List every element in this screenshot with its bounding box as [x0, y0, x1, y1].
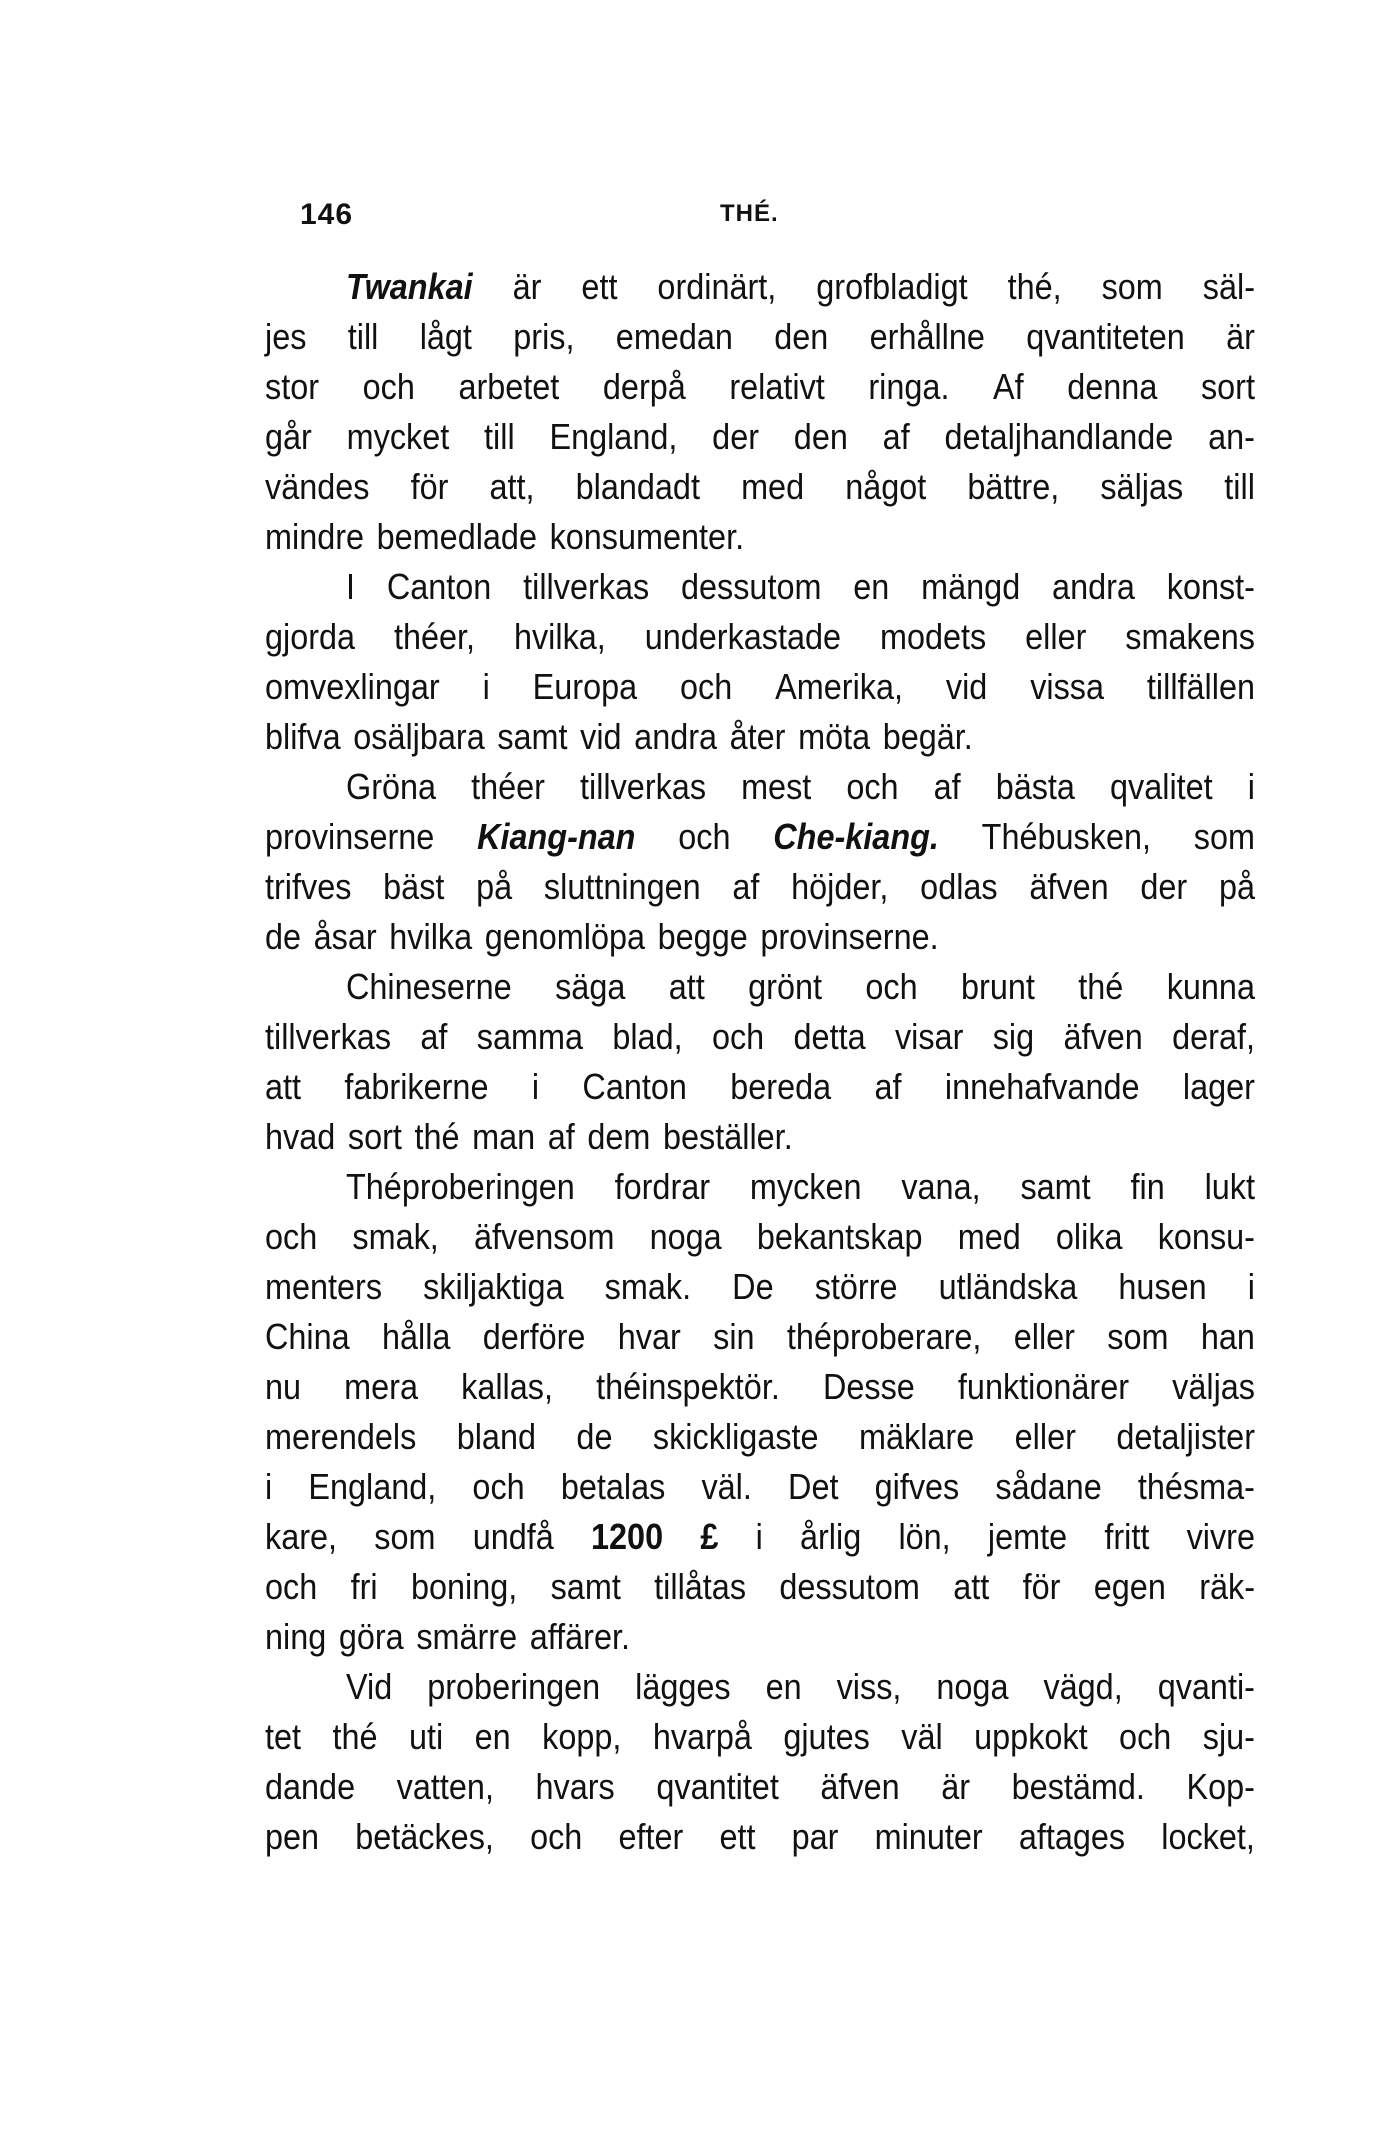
text-line: gjorda théer, hvilka, underkastade modets eller smakens — [265, 616, 1255, 657]
text-line: stor och arbetet derpå relativt ringa. Af denna sort — [265, 366, 1255, 407]
text-line: tillverkas af samma blad, och detta visar sig äfven deraf, — [265, 1016, 1255, 1057]
text-line: China hålla derföre hvar sin théproberare, eller som han — [265, 1316, 1255, 1357]
text-line: de åsar hvilka genomlöpa begge provinserne. — [265, 916, 939, 957]
text-line: provinserne Kiang-nan och Che-kiang. Thébusken, som — [265, 816, 1255, 857]
text-line: hvad sort thé man af dem beställer. — [265, 1116, 793, 1157]
text-line: mindre bemedlade konsumenter. — [265, 516, 745, 557]
text-line: tet thé uti en kopp, hvarpå gjutes väl uppkokt och sju- — [265, 1716, 1255, 1757]
text-line: kare, som undfå 1200 £ i årlig lön, jemte fritt vivre — [265, 1516, 1255, 1557]
text-line: att fabrikerne i Canton bereda af innehafvande lager — [265, 1066, 1255, 1107]
text-line: Gröna théer tillverkas mest och af bästa qvalitet i — [346, 766, 1255, 807]
page-number: 146 — [300, 198, 354, 231]
text-line: nu mera kallas, théinspektör. Desse funktionärer väljas — [265, 1366, 1255, 1407]
text-line: jes till lågt pris, emedan den erhållne qvantiteten är — [265, 316, 1255, 357]
text-line: omvexlingar i Europa och Amerika, vid vissa tillfällen — [265, 666, 1255, 707]
text-line: blifva osäljbara samt vid andra åter möta begär. — [265, 716, 973, 757]
body-text — [265, 262, 1255, 1862]
text-line: menters skiljaktiga smak. De större utländska husen i — [265, 1266, 1255, 1307]
text-line: ning göra smärre affärer. — [265, 1616, 631, 1657]
text-line: trifves bäst på sluttningen af höjder, odlas äfven der på — [265, 866, 1255, 907]
text-line: I Canton tillverkas dessutom en mängd andra konst- — [346, 566, 1255, 607]
text-line: Chineserne säga att grönt och brunt thé kunna — [346, 966, 1255, 1007]
text-line: och smak, äfvensom noga bekantskap med olika konsu- — [265, 1216, 1255, 1257]
text-line: i England, och betalas väl. Det gifves sådane thésma- — [265, 1466, 1255, 1507]
text-line: merendels bland de skickligaste mäklare eller detaljister — [265, 1416, 1255, 1457]
text-line: pen betäckes, och efter ett par minuter aftages locket, — [265, 1816, 1255, 1857]
text-line: vändes för att, blandadt med något bättre, säljas till — [265, 466, 1255, 507]
text-line: går mycket till England, der den af detaljhandlande an- — [265, 416, 1255, 457]
text-line: Twankai är ett ordinärt, grofbladigt thé, som säl- — [346, 266, 1255, 307]
text-line: Théproberingen fordrar mycken vana, samt fin lukt — [346, 1166, 1255, 1207]
running-title: THÉ. — [720, 200, 779, 227]
text-line: Vid proberingen lägges en viss, noga vägd, qvanti- — [346, 1666, 1255, 1707]
text-line: dande vatten, hvars qvantitet äfven är bestämd. Kop- — [265, 1766, 1255, 1807]
text-line: och fri boning, samt tillåtas dessutom att för egen räk- — [265, 1566, 1255, 1607]
running-head — [300, 198, 1160, 238]
